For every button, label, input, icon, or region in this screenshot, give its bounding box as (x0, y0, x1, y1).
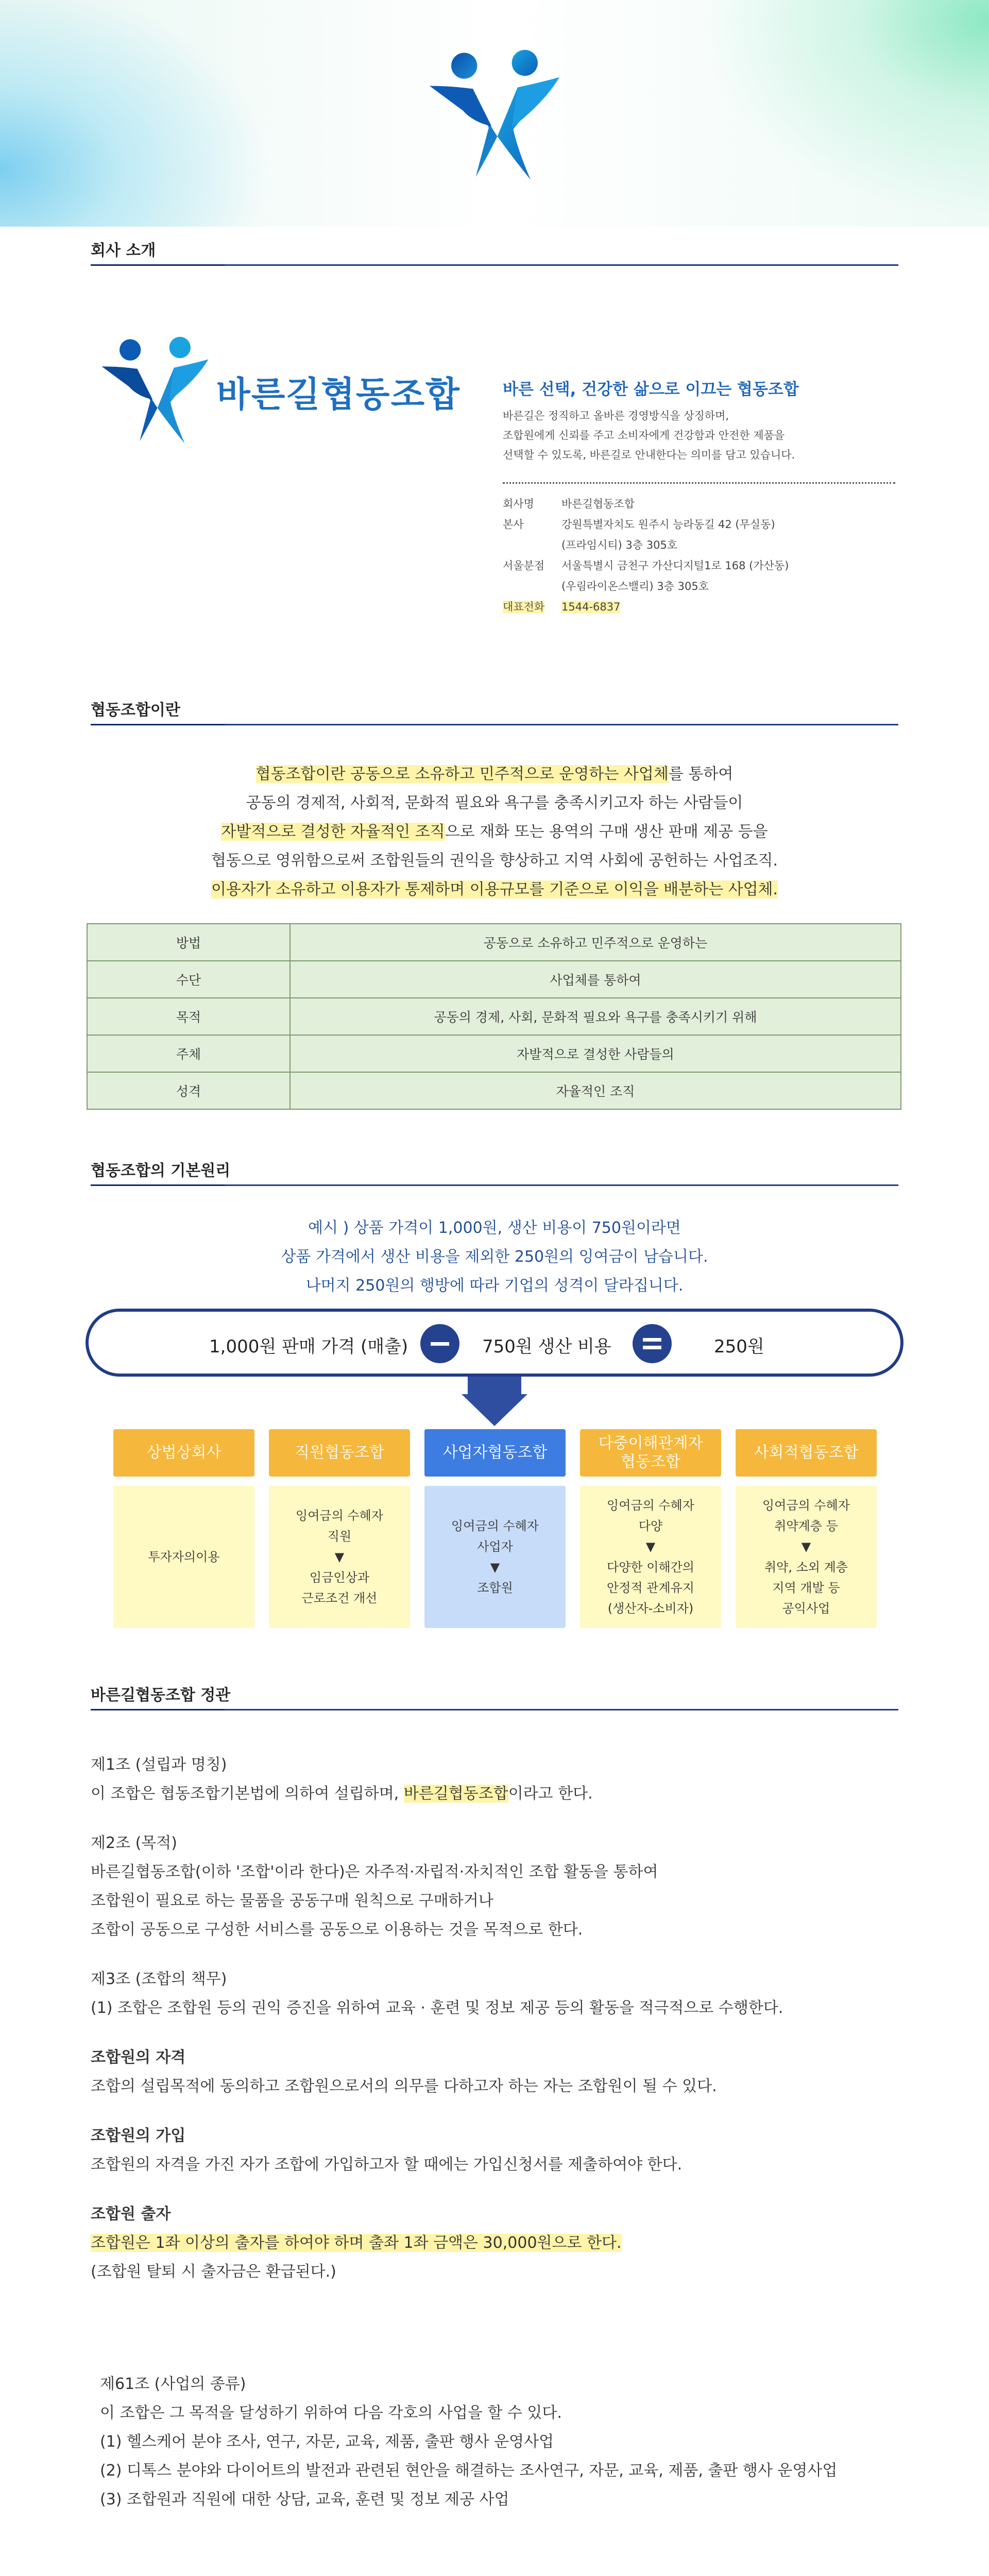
brand-logo-icon (96, 330, 214, 448)
intro-description (503, 406, 894, 465)
coop-type-body (736, 1486, 877, 1628)
coop-type-line: 잉여금의 수혜자 (296, 1509, 383, 1523)
coop-type-line: 조합원 (477, 1581, 513, 1595)
info-label: 본사 (503, 518, 524, 531)
article-line: 조합이 공동으로 구성한 서비스를 공동으로 이용하는 것을 목적으로 한다. (91, 1921, 583, 1939)
table-key: 방법 (87, 924, 290, 961)
coop-type-card (580, 1429, 721, 1628)
section-title-intro (91, 242, 898, 266)
coop-type-line: (생산자-소비자) (607, 1601, 694, 1616)
table-row (87, 1035, 901, 1072)
article-line: (3) 조합원과 직원에 대한 상담, 교육, 훈련 및 정보 제공 사업 (100, 2490, 509, 2509)
section-title-text: 협동조합의 기본원리 (91, 1162, 231, 1180)
info-value: 강원특별자치도 원주시 능라동길 42 (무실동) (561, 518, 775, 531)
info-label: 서울분점 (503, 560, 545, 572)
table-value: 공동으로 소유하고 민주적으로 운영하는 (290, 924, 901, 961)
article-line: (조합원 탈퇴 시 출자금은 환급된다.) (91, 2263, 336, 2281)
article-line: (2) 디톡스 분야와 다이어트의 발전과 관련된 현안을 해결하는 조사연구, 자문, 교육, 제품, 출판 행사 운영사업 (100, 2462, 838, 2480)
equation-price: 1,000원 판매 가격 (매출) (209, 1336, 408, 1357)
company-info (503, 494, 894, 617)
article-line (91, 2229, 898, 2258)
info-row (503, 535, 894, 555)
principles-line: 상품 가격에서 생산 비용을 제외한 250원의 잉여금이 남습니다. (281, 1248, 708, 1266)
article-title: 조합원의 자격 (91, 2048, 186, 2066)
coop-type-line: 다양한 이해간의 (607, 1560, 694, 1574)
phone-label: 대표전화 (503, 601, 545, 613)
table-value: 자율적인 조직 (290, 1072, 901, 1109)
coop-type-line: 잉여금의 수혜자 (607, 1498, 694, 1513)
definition-highlight: 이용자가 소유하고 이용자가 통제하며 이용규모를 기준으로 이익을 배분하는 사업체. (211, 880, 778, 899)
coop-type-line: 사업자 (477, 1539, 513, 1554)
coop-type-title: 직원협동조합 (269, 1429, 410, 1477)
principles-line: 예시 ) 상품 가격이 1,000원, 생산 비용이 750원이라면 (308, 1219, 681, 1237)
coop-type-line: 임금인상과 (310, 1570, 369, 1585)
definition-text-part: 공동의 경제적, 사회적, 문화적 필요와 욕구를 충족시키고자 하는 사람들이 (246, 794, 743, 812)
coop-type-line: 잉여금의 수혜자 (451, 1519, 539, 1533)
coop-type-line: 안정적 관계유지 (607, 1581, 694, 1595)
info-row (503, 555, 894, 576)
table-row (87, 961, 901, 998)
coop-type-line: 다양 (638, 1519, 663, 1533)
coop-type-title: 상법상회사 (113, 1429, 254, 1477)
article-qualification (91, 2043, 898, 2101)
table-key: 성격 (87, 1072, 290, 1109)
article-line: 조합원의 자격을 가진 자가 조합에 가입하고자 할 때에는 가입신청서를 제출하여야 한다. (91, 2156, 683, 2174)
table-key: 목적 (87, 998, 290, 1035)
definition-line (91, 789, 898, 818)
coop-type-line: 근로조건 개선 (301, 1591, 378, 1605)
article-title: 조합원 출자 (91, 2205, 171, 2223)
definition-text-part: 를 통하여 (668, 765, 734, 783)
info-value: (프라임시티) 3층 305호 (561, 539, 678, 551)
definition-text-part: 협동으로 영위함으로써 조합원들의 권익을 향상하고 지역 사회에 공헌하는 사업조직. (211, 852, 778, 870)
article-line: 조합의 설립목적에 동의하고 조합원으로서의 의무를 다하고자 하는 자는 조합원이 될 수 있다. (91, 2077, 717, 2095)
coop-type-card (736, 1429, 877, 1628)
info-row (503, 514, 894, 535)
coop-type-title: 사회적협동조합 (736, 1429, 877, 1477)
info-value: 바른길협동조합 (561, 498, 635, 510)
section-title-definition (91, 702, 898, 725)
coop-type-arrow: ▼ (490, 1560, 500, 1574)
principles-line: 나머지 250원의 행방에 따라 기업의 성격이 달라집니다. (305, 1277, 684, 1295)
coop-type-card (113, 1429, 254, 1628)
table-row (87, 1072, 901, 1109)
info-label (503, 576, 561, 597)
article-text-part: 이 조합은 협동조합기본법에 의하여 설립하며, (91, 1785, 404, 1803)
hero-banner (0, 0, 989, 227)
article-join (91, 2122, 898, 2179)
info-value: (우림라이온스밸리) 3층 305호 (561, 580, 709, 592)
phone-row (503, 597, 894, 617)
coop-type-body (580, 1486, 721, 1628)
article-highlight: 바른길협동조합 (403, 1785, 508, 1803)
article-title: 제2조 (목적) (91, 1834, 177, 1852)
definition-line (91, 818, 898, 846)
info-row (503, 576, 894, 597)
section-title-principles (91, 1162, 898, 1186)
table-row (87, 924, 901, 961)
article-2 (91, 1829, 898, 1944)
table-key: 주체 (87, 1035, 290, 1072)
table-value: 자발적으로 결성한 사람들의 (290, 1035, 901, 1072)
article-line: 바른길협동조합(이하 '조합'이라 한다)은 자주적·자립적·자치적인 조합 활동을 통하여 (91, 1863, 658, 1881)
coop-type-arrow: ▼ (645, 1539, 656, 1554)
coop-type-line: 취약계층 등 (774, 1519, 838, 1533)
article-highlight: 조합원은 1좌 이상의 출자를 하여야 하며 출좌 1좌 금액은 30,000원으로 한다. (91, 2234, 622, 2252)
equation-cost: 750원 생산 비용 (482, 1336, 611, 1357)
article-title: 조합원의 가입 (91, 2127, 186, 2145)
table-row (87, 998, 901, 1035)
article-title: 제1조 (설립과 명칭) (91, 1756, 227, 1774)
article-1 (91, 1751, 898, 1808)
coop-type-line: 취약, 소외 계층 (764, 1560, 848, 1574)
minus-icon (420, 1324, 459, 1363)
intro-description-line: 선택할 수 있도록, 바른길로 안내한다는 의미를 담고 있습니다. (503, 449, 795, 461)
coop-type-card-highlighted (424, 1429, 566, 1628)
table-key: 수단 (87, 961, 290, 998)
info-label: 회사명 (503, 498, 534, 510)
down-arrow-head-icon (462, 1394, 527, 1426)
definition-text (91, 760, 898, 904)
article-3 (91, 1965, 898, 2023)
people-star-icon (422, 41, 567, 185)
section-title-articles (91, 1687, 898, 1710)
coop-type-line: 직원 (327, 1529, 352, 1544)
equals-icon (633, 1324, 672, 1363)
definition-line (91, 760, 898, 789)
article-line: 이 조합은 그 목적을 달성하기 위하여 다음 각호의 사업을 할 수 있다. (100, 2404, 562, 2422)
info-value: 서울특별시 금천구 가산디지털1로 168 (가산동) (561, 560, 789, 572)
intro-headline: 바른 선택, 건강한 삶으로 이끄는 협동조합 (503, 380, 799, 399)
article-61 (100, 2370, 903, 2514)
articles-body (91, 1751, 898, 2307)
section-title-text: 협동조합이란 (91, 701, 180, 719)
coop-type-body (424, 1486, 566, 1628)
article-title: 제61조 (사업의 종류) (100, 2375, 246, 2393)
phone-number[interactable]: 1544-6837 (561, 601, 621, 613)
info-row (503, 494, 894, 514)
section-title-text: 바른길협동조합 정관 (91, 1686, 231, 1704)
dotted-divider (503, 482, 895, 484)
article-line: (1) 헬스케어 분야 조사, 연구, 자문, 교육, 제품, 출판 행사 운영사업 (100, 2433, 554, 2451)
definition-highlight: 자발적으로 결성한 자율적인 조직 (221, 823, 445, 841)
coop-type-line: 투자자의이용 (148, 1550, 220, 1564)
coop-type-body (113, 1486, 254, 1628)
coop-type-arrow: ▼ (334, 1550, 345, 1564)
coop-type-line: 공익사업 (782, 1601, 830, 1616)
article-line: 조합원이 필요로 하는 물품을 공동구매 원칙으로 구매하거나 (91, 1892, 493, 1910)
coop-type-card (269, 1429, 410, 1628)
coop-type-title: 다중이해관계자 협동조합 (580, 1429, 721, 1477)
definition-text-part: 으로 재화 또는 용역의 구매 생산 판매 제공 등을 (445, 823, 768, 841)
definition-highlight: 협동조합이란 공동으로 소유하고 민주적으로 운영하는 사업체 (255, 765, 669, 783)
coop-type-title: 사업자협동조합 (424, 1429, 566, 1477)
principles-text (91, 1214, 898, 1300)
equation-surplus: 250원 (714, 1336, 764, 1357)
definition-line (91, 846, 898, 875)
article-investment (91, 2200, 898, 2286)
down-arrow-icon (468, 1377, 521, 1395)
equation-pill (86, 1309, 903, 1377)
article-text-part: 이라고 한다. (508, 1785, 593, 1803)
info-label (503, 535, 561, 555)
coop-type-body (269, 1486, 410, 1628)
article-title: 제3조 (조합의 책무) (91, 1970, 227, 1988)
definition-line (91, 875, 898, 904)
table-value: 공동의 경제, 사회, 문화적 필요와 욕구를 충족시키기 위해 (290, 998, 901, 1035)
intro-description-line: 조합원에게 신뢰를 주고 소비자에게 건강함과 안전한 제품을 (503, 429, 785, 442)
brand-name: 바른길협동조합 (216, 375, 461, 415)
intro-description-line: 바른길은 정직하고 올바른 경영방식을 상징하며, (503, 410, 729, 422)
coop-type-line: 지역 개발 등 (772, 1581, 840, 1595)
definition-table (87, 923, 901, 1110)
table-value: 사업체를 통하여 (290, 961, 901, 998)
coop-type-line: 잉여금의 수혜자 (762, 1498, 850, 1513)
article-line (91, 1780, 898, 1808)
section-title-text: 회사 소개 (91, 242, 156, 260)
coop-type-arrow: ▼ (801, 1539, 811, 1554)
article-line: (1) 조합은 조합원 등의 권익 증진을 위하여 교육 · 훈련 및 정보 제공 등의 활동을 적극적으로 수행한다. (91, 1999, 783, 2017)
